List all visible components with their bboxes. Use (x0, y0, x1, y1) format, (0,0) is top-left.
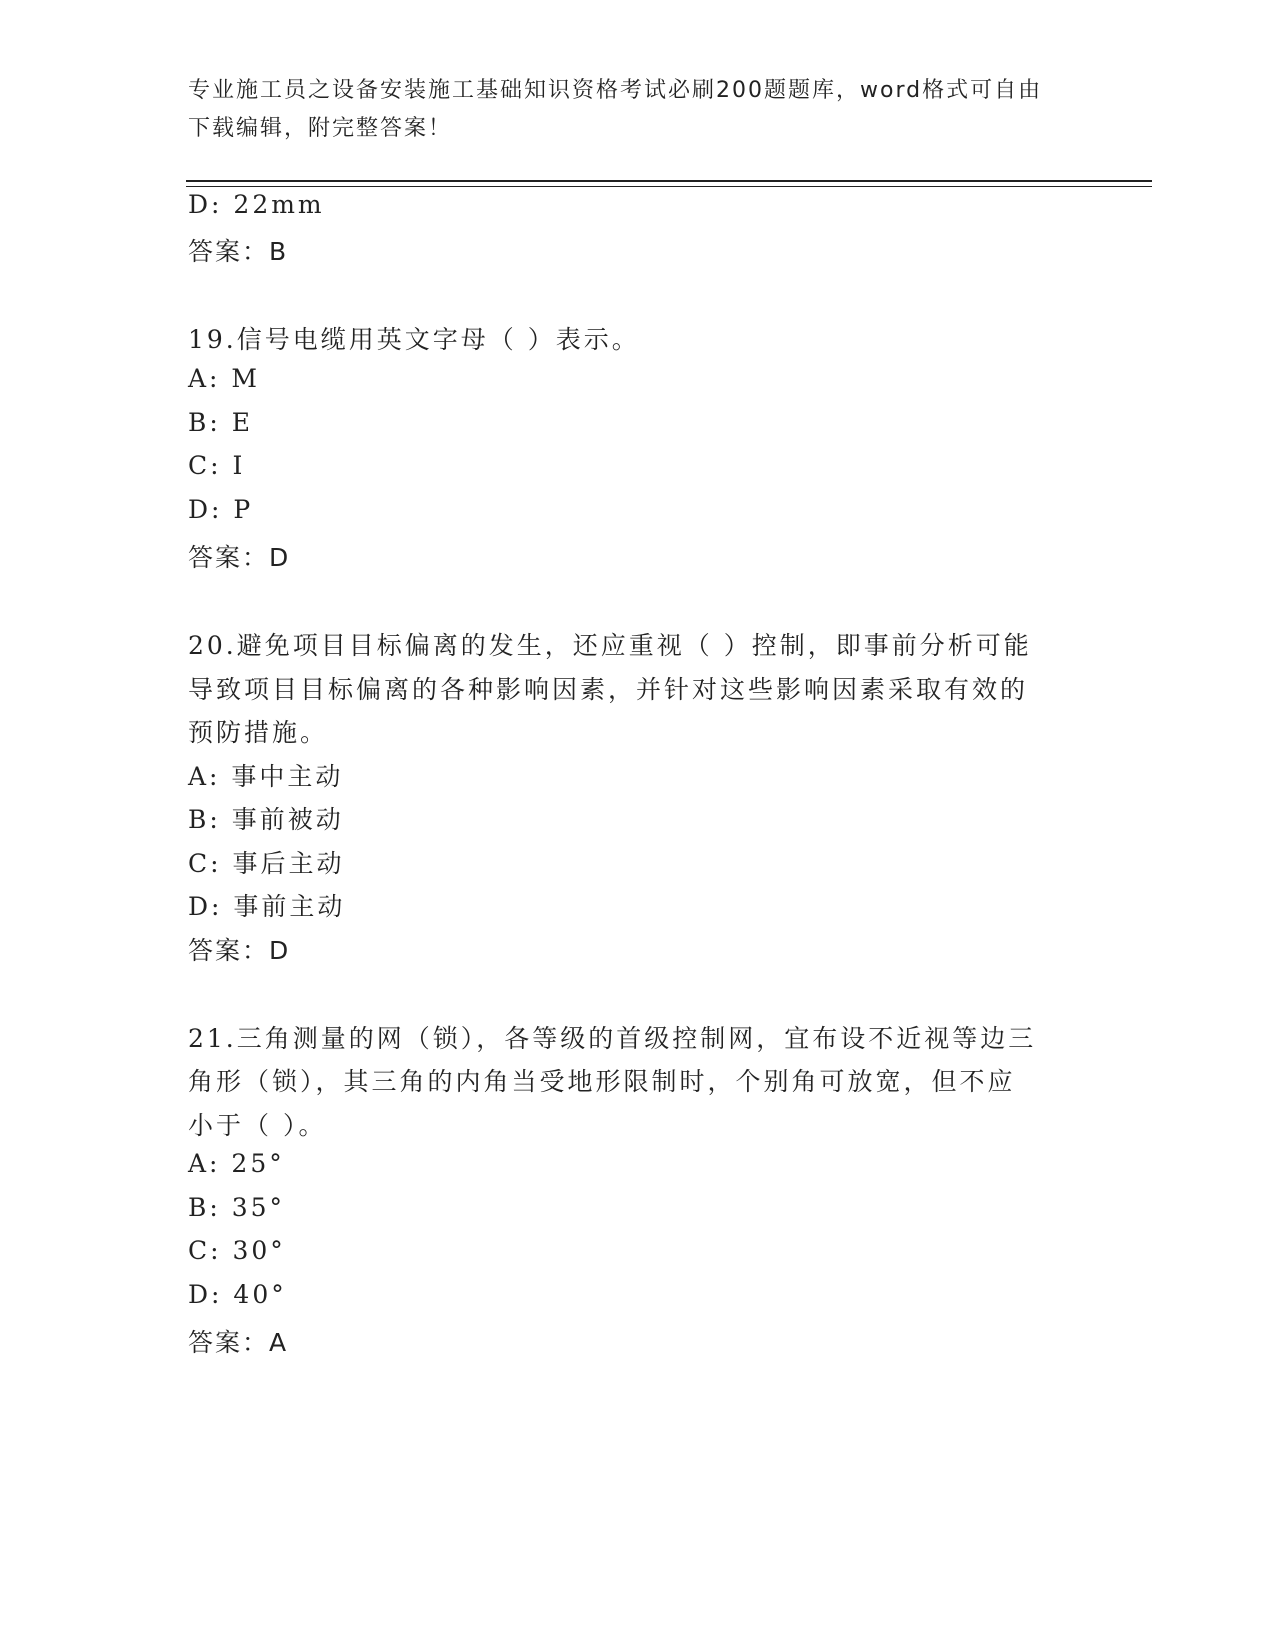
question-21-text-line-1: 21.三角测量的网（锁），各等级的首级控制网，宜布设不近视等边三 (188, 1024, 1037, 1053)
question-20-text-line-2: 导致项目目标偏离的各种影响因素，并针对这些影响因素采取有效的 (188, 675, 1029, 704)
question-19-option-b: B: E (188, 408, 253, 437)
question-20-option-c: C: 事后主动 (188, 849, 345, 878)
question-21-option-d: D: 40° (188, 1280, 287, 1309)
question-19-text: 19.信号电缆用英文字母（ ）表示。 (188, 325, 640, 354)
document-header (188, 72, 1088, 148)
header-line-1: 专业施工员之设备安装施工基础知识资格考试必刷200题题库，word格式可自由 (188, 78, 1043, 103)
question-21-text-line-2: 角形（锁），其三角的内角当受地形限制时，个别角可放宽，但不应 (188, 1067, 1016, 1096)
header-divider-thin (186, 186, 1152, 187)
question-20-answer: 答案：D (188, 936, 291, 965)
question-21-answer: 答案：A (188, 1328, 289, 1357)
prev-answer: 答案：B (188, 237, 289, 266)
header-divider-thick (186, 180, 1152, 182)
question-20-text-line-1: 20.避免项目目标偏离的发生，还应重视（ ）控制，即事前分析可能 (188, 631, 1032, 660)
question-19-answer: 答案：D (188, 543, 291, 572)
question-20-option-d: D: 事前主动 (188, 892, 346, 921)
prev-option-d: D: 22mm (188, 190, 325, 219)
question-21-text-line-3: 小于（ ）。 (188, 1111, 327, 1140)
question-19-option-c: C: I (188, 451, 246, 480)
question-20-text-line-3: 预防措施。 (188, 718, 329, 747)
question-21-option-b: B: 35° (188, 1193, 286, 1222)
question-19-option-a: A: M (188, 364, 261, 393)
question-20-option-b: B: 事前被动 (188, 805, 344, 834)
question-19-option-d: D: P (188, 495, 254, 524)
header-line-2: 下载编辑，附完整答案！ (188, 116, 453, 141)
question-21-option-a: A: 25° (188, 1149, 285, 1178)
question-20-option-a: A: 事中主动 (188, 762, 344, 791)
question-21-option-c: C: 30° (188, 1236, 286, 1265)
